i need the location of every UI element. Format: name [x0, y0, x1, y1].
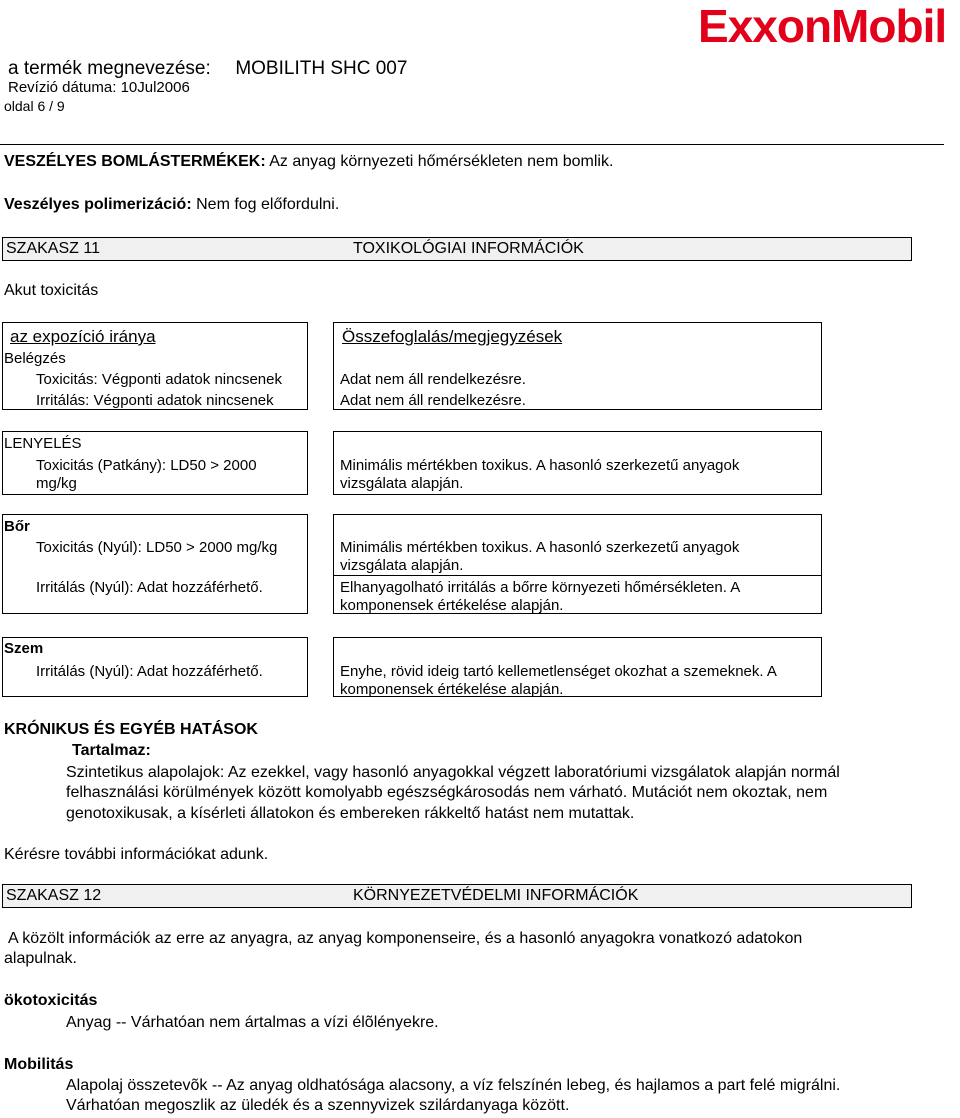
- skin-label: Bőr: [4, 518, 30, 535]
- chronic-line-2: felhasználási körülmények között komolyabb egészségkárosodás nem várható. Mutációt nem okoztak, nem: [66, 784, 828, 801]
- more-info: Kérésre további információkat adunk.: [4, 846, 269, 863]
- sec12-intro-2: alapulnak.: [4, 950, 77, 967]
- ingest-note-1: Minimális mértékben toxikus. A hasonló szerkezetű anyagok: [340, 457, 740, 474]
- contains-label: Tartalmaz:: [72, 742, 151, 759]
- ecotox-value: Anyag -- Várhatóan nem ártalmas a vízi élõlényekre.: [66, 1014, 439, 1031]
- mobility-label: Mobilitás: [4, 1056, 74, 1073]
- skin-tox-note-2: vizsgálata alapján.: [340, 557, 464, 574]
- mobility-line-1: Alapolaj összetevõk -- Az anyag oldhatósága alacsony, a víz felszínén lebeg, és hajlamos a part felé migrálni.: [66, 1077, 841, 1094]
- skin-divider: [333, 575, 822, 576]
- acute-title: Akut toxicitás: [4, 282, 99, 299]
- mobility-line-2: Várhatóan megoszlik az üledék és a szennyvizek szilárdanyaga között.: [66, 1097, 570, 1114]
- section-11-header: [2, 237, 912, 261]
- chronic-line-1: Szintetikus alapolajok: Az ezekkel, vagy hasonló anyagokkal végzett laboratóriumi vizsgálatok alapján normál: [66, 764, 840, 781]
- col2-header: Összefoglalás/megjegyzések: [342, 327, 563, 346]
- revision-label: Revízió dátuma:: [8, 79, 117, 96]
- decomp-value: Az anyag környezeti hőmérsékleten nem bomlik.: [269, 153, 614, 170]
- skin-irr-note-2: komponensek értékelése alapján.: [340, 597, 564, 614]
- ingest-tox-1: Toxicitás (Patkány): LD50 > 2000: [36, 457, 257, 474]
- section-12-title: KÖRNYEZETVÉDELMI INFORMÁCIÓK: [353, 887, 639, 904]
- section-11-title: TOXIKOLÓGIAI INFORMÁCIÓK: [353, 240, 584, 257]
- polym-line: [4, 196, 339, 214]
- ecotox-label: ökotoxicitás: [4, 992, 98, 1009]
- eye-label: Szem: [4, 640, 44, 657]
- product-label: a termék megnevezése:: [8, 58, 211, 79]
- product-line: [8, 58, 407, 80]
- section-11-number: SZAKASZ 11: [6, 240, 100, 257]
- inhal-irr: Irritálás: Végponti adatok nincsenek: [36, 392, 274, 409]
- section-12-header: [2, 884, 912, 908]
- inhal-tox: Toxicitás: Végponti adatok nincsenek: [36, 371, 282, 388]
- page-number: oldal 6 / 9: [4, 98, 65, 114]
- ingest-note-2: vizsgálata alapján.: [340, 475, 464, 492]
- polym-label: Veszélyes polimerizáció:: [4, 196, 192, 213]
- eye-note-1: Enyhe, rövid ideig tartó kellemetlenséget okozhat a szemeknek. A: [340, 663, 777, 680]
- polym-value: Nem fog előfordulni.: [196, 196, 340, 213]
- skin-cell: [2, 514, 308, 614]
- sec12-intro-1: A közölt információk az erre az anyagra, az anyag komponenseire, és a hasonló anyagokra vonatkozó adatokon: [8, 930, 803, 947]
- inhal-irr-note: Adat nem áll rendelkezésre.: [340, 392, 526, 409]
- chronic-line-3: genotoxikusak, a kísérleti állatokon és embereken rákkeltő hatást nem mutattak.: [66, 805, 635, 822]
- inhal-label: Belégzés: [4, 350, 66, 367]
- ingest-label: LENYELÉS: [4, 435, 82, 452]
- revision-date: 10Jul2006: [120, 79, 190, 96]
- skin-irr: Irritálás (Nyúl): Adat hozzáférhető.: [36, 579, 263, 596]
- decomp-line: [4, 153, 613, 171]
- section-12-number: SZAKASZ 12: [6, 887, 102, 904]
- skin-tox: Toxicitás (Nyúl): LD50 > 2000 mg/kg: [36, 539, 278, 556]
- decomp-label: VESZÉLYES BOMLÁSTERMÉKEK:: [4, 153, 266, 170]
- header-rule: [0, 144, 944, 145]
- skin-tox-note-1: Minimális mértékben toxikus. A hasonló szerkezetű anyagok: [340, 539, 740, 556]
- eye-note-2: komponensek értékelése alapján.: [340, 681, 564, 698]
- chronic-title: KRÓNIKUS ÉS EGYÉB HATÁSOK: [4, 721, 258, 738]
- skin-irr-note-1: Elhanyagolható irritálás a bőrre környezeti hőmérsékleten. A: [340, 579, 741, 596]
- eye-irr: Irritálás (Nyúl): Adat hozzáférhető.: [36, 663, 263, 680]
- exxonmobil-logo: [698, 0, 960, 56]
- col1-header: az expozíció iránya: [10, 327, 156, 346]
- inhal-tox-note: Adat nem áll rendelkezésre.: [340, 371, 526, 388]
- revision-line: [8, 79, 190, 96]
- svg-text:ExxonMobil: ExxonMobil: [698, 0, 947, 52]
- ingest-tox-2: mg/kg: [36, 475, 77, 492]
- product-name: MOBILITH SHC 007: [235, 58, 408, 79]
